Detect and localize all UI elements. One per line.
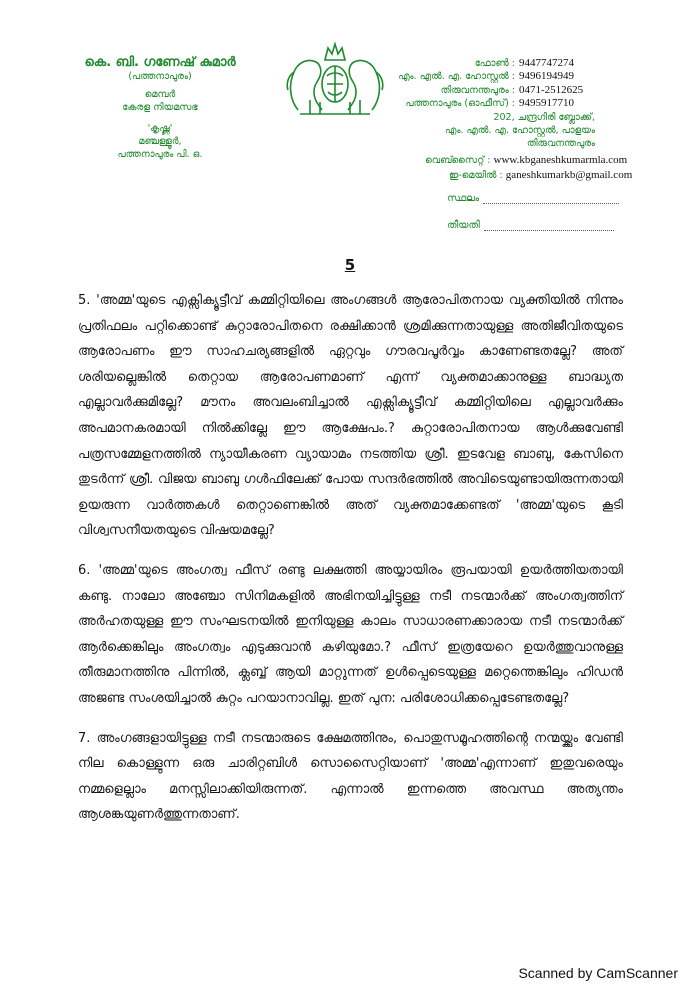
date-blank-line: [484, 220, 614, 231]
sender-place: മഞ്ചള്ളൂർ,: [138, 136, 182, 147]
contact-row-office: [395, 97, 625, 110]
address-line-3: തിരുവനന്തപുരം: [526, 137, 595, 149]
address-line-1: 202, ചന്ദ്രഗിരി ബ്ലോക്ക്,: [493, 111, 595, 123]
kerala-state-emblem-icon: [280, 40, 390, 118]
email-row: [425, 168, 685, 183]
letter-body: [78, 288, 623, 842]
date-field: [447, 220, 614, 231]
sender-designation-2: കേരള നിയമസഭ: [122, 102, 198, 113]
contact-label: തിരുവനന്തപുരം :: [440, 84, 515, 96]
sender-house-name: 'കൃഷ്ണ': [147, 123, 173, 134]
contact-row-hostel: [395, 70, 625, 83]
email-label: ഇ-മെയിൽ :: [449, 170, 503, 181]
contact-label: എം. എൽ. എ. ഹോസ്റ്റൽ :: [398, 71, 515, 83]
place-field: [447, 193, 619, 204]
contact-label: പത്തനാപുരം (ഓഫീസ്) :: [405, 98, 515, 110]
place-label: സ്ഥലം: [447, 193, 480, 204]
page-number: 5: [344, 256, 356, 274]
contact-value: 0471-2512625: [519, 83, 584, 96]
contact-row-tvm: [395, 84, 625, 97]
paragraph-5: 5. 'അമ്മ'യുടെ എക്സിക്യൂട്ടീവ് കമ്മിറ്റിയിലെ അംഗങ്ങൾ ആരോപിതനായ വ്യക്തിയിൽ നിന്നും പ്രതിഫലം പറ്റിക്കൊണ്ട് കുറ്റാരോപിതനെ രക്ഷിക്കാൻ ശ്രമിക്കുന്നതായുള്ള അതിജീവിതയുടെ ആരോപണം ഈ സാഹചര്യങ്ങളിൽ ഏറ്റവും ഗൗരവപൂർവ്വം കാണേണ്ടതല്ലേ? അത് ശരിയല്ലെങ്കിൽ തെറ്റായ ആരോപണമാണ് എന്ന് വ്യക്തമാക്കാനുള്ള ബാദ്ധ്യത എല്ലാവർക്കുമില്ലേ? മൗനം അവലംബിച്ചാൽ എക്സിക്യൂട്ടീവ് കമ്മിറ്റിയിലെ എല്ലാവർക്കും അപമാനകരമായി നിൽക്കില്ലേ ഈ ആക്ഷേപം.? കുറ്റാരോപിതനായ ആൾക്കുവേണ്ടി പത്രസമ്മേളനത്തിൽ ന്യായീകരണ വ്യായാമം നടത്തിയ ശ്രീ. ഇടവേള ബാബു, കേസിനെ തുടർന്ന് ശ്രീ. വിജയ ബാബു ഗൾഫിലേക്ക് പോയ സന്ദർഭത്തിൽ അവിടെയുണ്ടായിരുന്നതായി ഉയരുന്ന വാർത്തകൾ തെറ്റാണെങ്കിൽ അത് വ്യക്തമാക്കേണ്ടത് 'അമ്മ'യുടെ കൂടി വിശ്വസനീയതയുടെ വിഷയമല്ലേ?: [78, 293, 623, 539]
scanner-watermark: Scanned by CamScanner: [518, 965, 678, 981]
sender-constituency: (പത്തനാപുരം): [128, 71, 192, 82]
date-label: തീയതി: [447, 220, 480, 231]
contact-label: ഫോൺ :: [474, 58, 515, 69]
address-line-2: എം. എൽ. എ. ഹോസ്റ്റൽ, പാളയം: [445, 124, 595, 136]
sender-designation-1: മെമ്പർ: [144, 89, 176, 100]
sender-post: പത്തനാപുരം പി. ഒ.: [117, 149, 203, 160]
letterhead-right: [395, 57, 625, 150]
place-blank-line: [483, 193, 619, 204]
letterhead-left: [40, 55, 280, 161]
paragraph-6: 6. 'അമ്മ'യുടെ അംഗത്വ ഫീസ് രണ്ടു ലക്ഷത്തി അയ്യായിരം രൂപയായി ഉയർത്തിയതായി കണ്ടു. നാലോ അഞ്ചോ സിനിമകളിൽ അഭിനയിച്ചിട്ടുള്ള നടീ നടന്മാർക്ക് അംഗത്വത്തിന് അർഹതയുള്ള ഈ സംഘടനയിൽ ഇനിയുള്ള കാലം സാധാരണക്കാരായ നടീ നടന്മാർക്ക് ആർക്കെങ്കിലും അംഗത്വം എടുക്കുവാൻ കഴിയുമോ.? ഫീസ് ഇത്രയേറെ ഉയർത്തുവാനുള്ള തീരുമാനത്തിനു പിന്നിൽ, ക്ലബ്ബ് ആയി മാറ്റുന്നത് ഉൾപ്പെടെയുള്ള മറ്റെന്തെങ്കിലും ഹിഡൻ അജണ്ട സംശയിച്ചാൽ കുറ്റം പറയാനാവില്ല. ഇത് പുന: പരിശോധിക്കപ്പെടേണ്ടതല്ലേ?: [78, 562, 623, 706]
contact-value: 9447747274: [519, 57, 574, 69]
sender-name: കെ. ബി. ഗണേഷ് കുമാർ: [84, 55, 236, 70]
website-label: വെബ്സൈറ്റ് :: [425, 155, 491, 166]
email-value: ganeshkumarkb@gmail.com: [505, 169, 633, 181]
web-contact-block: [425, 153, 685, 183]
paragraph-7: 7. അംഗങ്ങളായിട്ടുള്ള നടീ നടന്മാരുടെ ക്ഷേമത്തിനും, പൊതുസമൂഹത്തിന്റെ നന്മയ്ക്കും വേണ്ടി നില കൊള്ളുന്ന ഒരു ചാരിറ്റബിൾ സൊസൈറ്റിയാണ് 'അമ്മ'എന്നാണ് ഇതുവരെയും നമ്മളെല്ലാം മനസ്സിലാക്കിയിരുന്നത്. എന്നാൽ ഇന്നത്തെ അവസ്ഥ അത്യന്തം ആശങ്കയുണർത്തുന്നതാണ്.: [78, 730, 623, 823]
website-row: [425, 153, 685, 168]
contact-row-phone: [395, 57, 625, 70]
contact-value: 9496194949: [519, 70, 574, 83]
contact-value: 9495917710: [519, 97, 574, 110]
website-value: www.kbganeshkumarmla.com: [493, 154, 628, 166]
